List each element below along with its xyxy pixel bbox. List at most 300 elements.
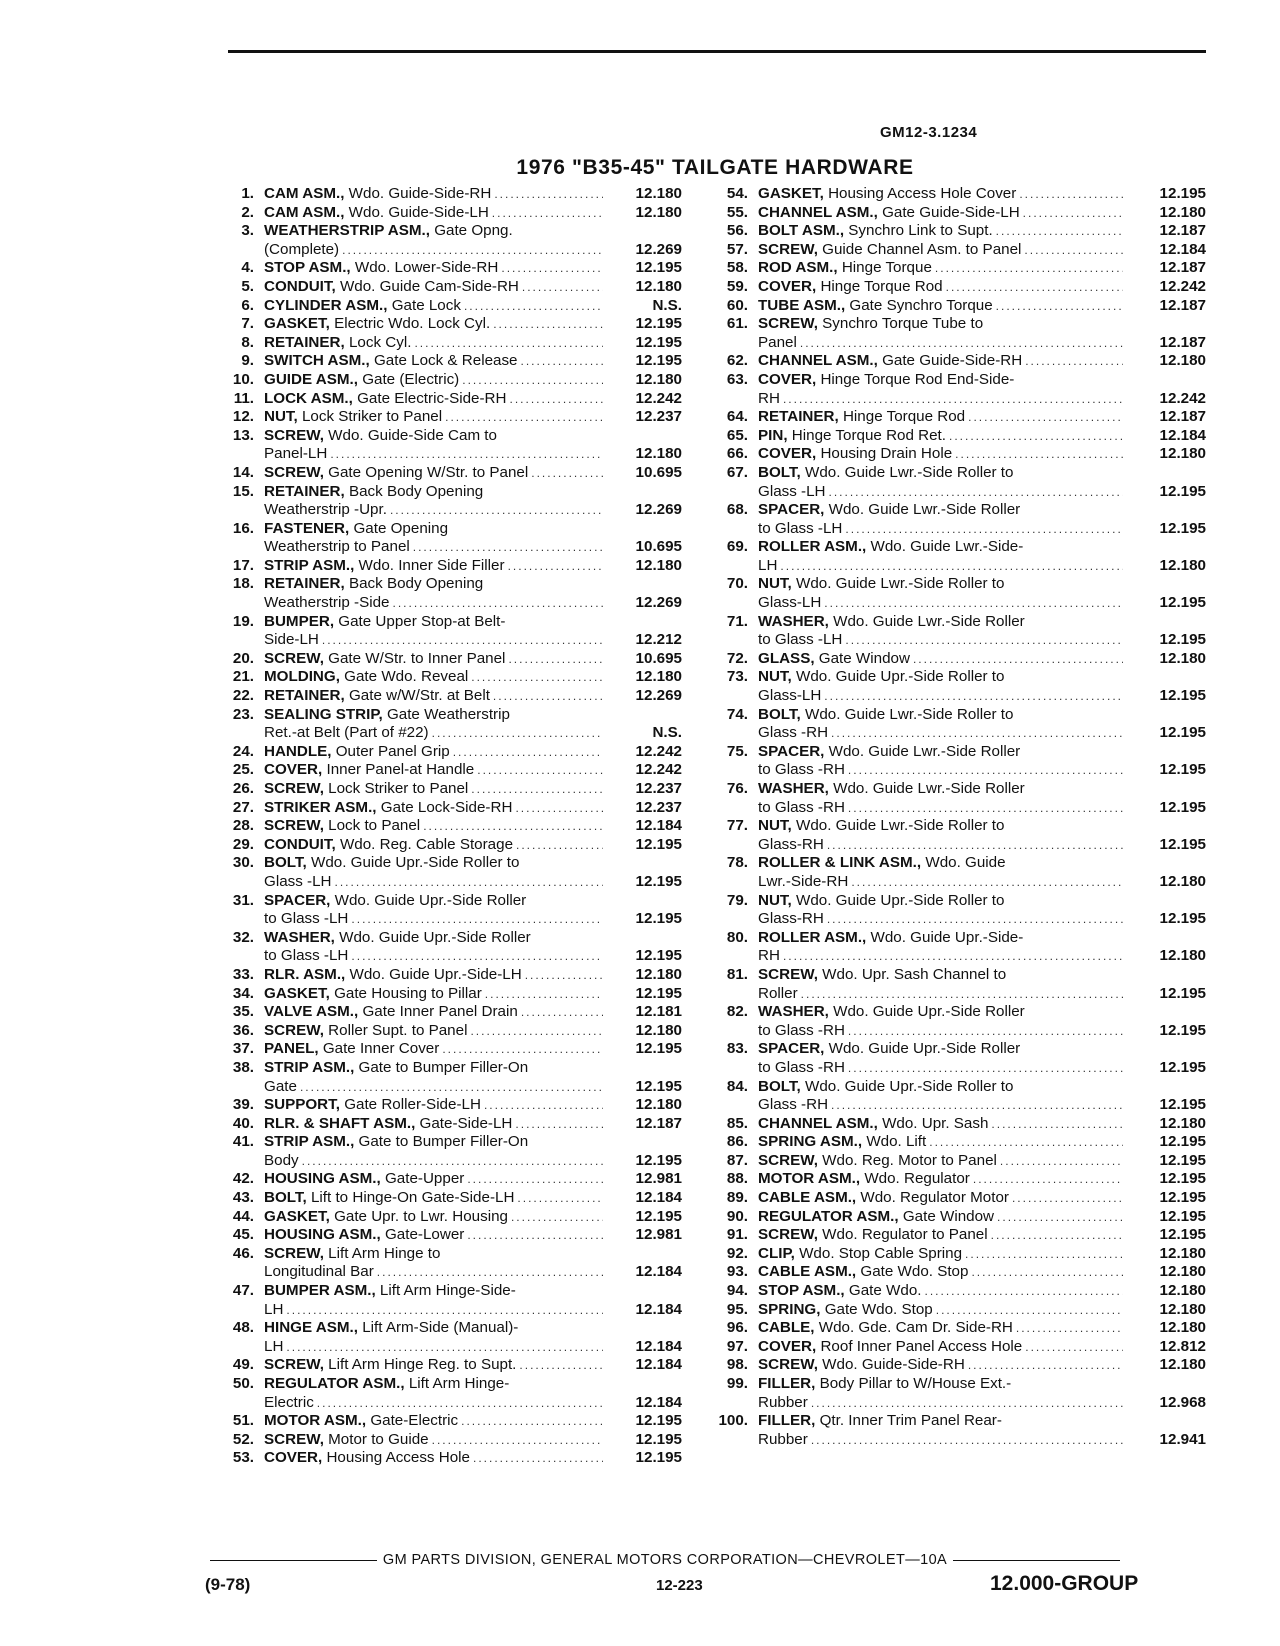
item-description-line [264,892,686,911]
item-description-text [264,445,327,464]
parts-list-item [206,761,686,780]
leader-dots [946,278,1123,297]
leader-dots [827,910,1123,929]
group-reference: 12.195 [635,835,682,853]
item-description-text [758,427,946,446]
item-description [264,222,686,259]
item-description [758,1226,1210,1245]
item-description-line [758,761,1210,780]
part-detail: Glass-RH [758,835,824,853]
item-description [758,204,1210,223]
item-description-text [758,594,821,613]
part-detail: to Glass -RH [758,1021,845,1039]
leader-dots [515,799,603,818]
item-description-text [264,315,490,334]
group-reference: 12.269 [635,240,682,258]
item-number: 81. [726,965,748,983]
item-description-line [758,557,1210,576]
item-description-line [758,185,1210,204]
leader-dots [991,1115,1123,1134]
part-detail: Wdo. Guide-Side-LH [348,203,489,221]
item-description-line [758,799,1210,818]
item-description-text [264,278,519,297]
part-detail: Back Body Opening [348,482,484,500]
item-description-text [264,1449,470,1468]
parts-list-item [700,650,1210,669]
document-number: GM12-3.1234 [880,124,978,141]
item-description [758,1301,1210,1320]
part-detail: Wdo. Guide Upr.-Side- [870,928,1024,946]
leader-dots [997,1208,1123,1227]
item-number: 64. [726,408,748,426]
group-reference: 12.212 [635,631,682,649]
part-detail: Gate Electric-Side-RH [357,389,507,407]
item-description [264,761,686,780]
part-name: RETAINER, [264,687,345,705]
group-reference: 12.195 [635,872,682,890]
item-description [264,1412,686,1431]
part-detail: Wdo. Lift [866,1133,927,1151]
group-reference: 12.180 [1159,203,1206,221]
group-reference: 12.195 [1159,1133,1206,1151]
group-reference: 12.184 [635,1337,682,1355]
item-description-line [264,1226,686,1245]
item-description [758,1003,1210,1040]
item-number: 79. [726,891,748,909]
group-reference: 12.195 [1159,910,1206,928]
parts-list-item [700,501,1210,538]
item-description-text [758,650,910,669]
leader-dots [471,780,603,799]
parts-list-item [700,427,1210,446]
item-description-line [758,204,1210,223]
item-description-line [264,1412,686,1431]
part-name: COVER, [264,1449,323,1467]
part-detail: Wdo. Guide Lwr.-Side Roller [828,742,1021,760]
item-description-line [264,1431,686,1450]
part-detail: Gate Wdo. Stop [824,1300,933,1318]
group-reference: 12.237 [635,780,682,797]
item-description-text [264,1115,512,1134]
item-description [264,483,686,520]
group-reference: 12.195 [1159,687,1206,705]
parts-list-item [700,1078,1210,1115]
item-description-line [758,985,1210,1004]
part-detail: Wdo. Upr. Sash Channel to [822,965,1007,983]
part-name: NUT, [758,668,792,686]
part-detail: Gate Synchro Torque [849,296,993,314]
parts-list-item [206,799,686,818]
item-number: 94. [726,1282,748,1300]
parts-list-item [206,743,686,762]
group-reference: 12.180 [1159,1300,1206,1318]
item-description-text [758,575,1004,594]
leader-dots [432,1431,603,1450]
group-reference: 12.941 [1159,1430,1206,1448]
item-number: 84. [726,1077,748,1095]
item-description-text [758,1412,1002,1431]
group-reference: 12.195 [635,1151,682,1169]
item-description-text [758,1356,965,1375]
part-name: NUT, [758,891,792,909]
group-reference: 12.269 [635,594,682,612]
part-name: PANEL, [264,1040,319,1058]
item-description-text [758,315,983,334]
part-detail: Wdo. Guide Upr.-Side Roller to [310,854,520,872]
item-number: 26. [232,780,254,797]
part-name: STOP ASM., [758,1282,845,1300]
item-description [758,1078,1210,1115]
parts-list-item [206,1115,686,1134]
leader-dots [929,1133,1123,1152]
part-detail: Hinge Torque Rod [842,408,966,426]
item-number: 95. [726,1300,748,1318]
item-description-text [264,297,461,316]
item-description-text [758,1282,921,1301]
leader-dots [393,594,604,613]
part-detail: Wdo. Upr. Sash [882,1114,989,1132]
item-description [758,1319,1210,1338]
leader-dots [824,594,1123,613]
part-name: REGULATOR ASM., [758,1207,899,1225]
item-description-text [264,743,450,762]
leader-dots [432,724,603,743]
parts-list-item [206,613,686,650]
item-description-line [264,724,686,743]
part-name: BOLT, [264,854,307,872]
part-name: SCREW, [758,315,818,333]
item-number: 46. [232,1244,254,1262]
item-description-text [758,1301,933,1320]
item-number: 7. [241,315,254,333]
group-reference: 12.187 [635,1114,682,1132]
item-description-text [264,817,420,836]
item-description-line [264,1003,686,1022]
item-description-line [264,520,686,539]
part-detail: to Glass -RH [758,1058,845,1076]
item-number: 44. [232,1207,254,1225]
item-description-line [758,1189,1210,1208]
group-reference: 12.195 [635,1449,682,1467]
item-description [758,1189,1210,1208]
leader-dots [965,1245,1123,1264]
item-description-text [758,185,1016,204]
part-name: STRIP ASM., [264,556,355,574]
item-description [758,575,1210,612]
item-description-line [758,371,1210,390]
item-description-line [758,315,1210,334]
item-description-text [264,1356,516,1375]
item-description-text [758,1040,1020,1059]
item-number: 3. [241,222,254,240]
item-description [264,520,686,557]
part-name: BOLT, [264,1189,307,1207]
item-number: 20. [232,649,254,667]
item-number: 41. [232,1133,254,1151]
part-detail: Wdo. Guide Lwr.-Side Roller to [804,463,1014,481]
item-description-text [758,222,993,241]
item-number: 35. [232,1003,254,1021]
item-description-line [758,352,1210,371]
group-reference: 12.237 [635,408,682,426]
item-description-line [758,1133,1210,1152]
item-number: 52. [232,1430,254,1448]
part-detail: Gate-Upper [384,1170,465,1188]
leader-dots [467,1226,603,1245]
item-description [264,668,686,687]
parts-list-item [700,1245,1210,1264]
parts-list-item [700,817,1210,854]
item-description-line [758,1412,1210,1431]
item-description-text [264,594,390,613]
item-description [758,1170,1210,1189]
leader-dots [936,1301,1123,1320]
item-description-text [758,780,1025,799]
item-number: 29. [232,835,254,853]
group-reference: 12.180 [1159,556,1206,574]
part-detail: Panel-LH [264,445,328,463]
group-reference: 12.195 [1159,1021,1206,1039]
part-name: RLR. ASM., [264,965,346,983]
item-description [264,1170,686,1189]
parts-list-item [700,780,1210,817]
item-description-line [264,445,686,464]
part-detail: Weatherstrip -Upr. [264,501,387,519]
group-reference: 12.184 [635,1263,682,1281]
part-name: LOCK ASM., [264,389,353,407]
item-number: 2. [241,203,254,221]
item-number: 90. [726,1207,748,1225]
item-number: 66. [726,445,748,463]
leader-dots [913,650,1123,669]
item-number: 93. [726,1263,748,1281]
item-description-line [264,204,686,223]
part-detail: to Glass -RH [758,798,845,816]
item-number: 33. [232,965,254,983]
item-description-line [264,966,686,985]
leader-dots [519,1356,603,1375]
part-name: SCREW, [758,1151,818,1169]
item-description-line [758,1356,1210,1375]
item-description-text [758,464,1013,483]
part-detail: Rubber [758,1430,808,1448]
item-description [264,780,686,799]
leader-dots [848,1059,1123,1078]
parts-list-item [206,427,686,464]
parts-list-item [700,464,1210,501]
item-number: 15. [232,482,254,500]
part-detail: Wdo. Guide Lwr.-Side Roller [828,501,1021,519]
parts-list-item [206,1189,686,1208]
item-description [264,1226,686,1245]
item-description-text [758,1375,1011,1394]
group-reference: 12.195 [635,352,682,370]
item-number: 73. [726,668,748,686]
group-reference: 12.195 [1159,185,1206,202]
item-description [264,985,686,1004]
part-name: SCREW, [264,649,324,667]
item-description [758,650,1210,669]
parts-list-item [206,780,686,799]
parts-list-item [206,1040,686,1059]
item-description-line [264,1263,686,1282]
leader-dots [453,743,603,762]
leader-dots [1019,185,1123,204]
leader-dots [494,185,603,204]
item-description-text [758,204,1020,223]
item-description-line [264,1319,686,1338]
part-name: ROLLER ASM., [758,538,867,556]
item-description [264,315,686,334]
part-name: MOLDING, [264,668,340,686]
item-number: 34. [232,984,254,1002]
item-description [758,1412,1210,1449]
part-name: CYLINDER ASM., [264,296,388,314]
part-detail: Wdo. Guide [925,854,1006,872]
item-number: 83. [726,1040,748,1058]
item-description-line [264,687,686,706]
group-reference: 12.195 [635,333,682,351]
leader-dots [783,947,1123,966]
parts-list-item [700,297,1210,316]
item-description-text [758,371,1014,390]
part-detail: Gate Wdo. Stop [860,1263,969,1281]
part-name: MOTOR ASM., [758,1170,861,1188]
part-detail: LH [264,1337,284,1355]
part-name: SUPPORT, [264,1096,340,1114]
item-number: 78. [726,854,748,872]
leader-dots [1025,352,1123,371]
part-detail: Gate Lock-Side-RH [380,798,513,816]
item-description [758,1356,1210,1375]
top-rule [228,50,1206,53]
item-number: 55. [726,203,748,221]
group-reference: 12.180 [635,203,682,221]
parts-list-item [700,1115,1210,1134]
item-description-line [264,241,686,260]
item-description-line [758,278,1210,297]
group-reference: 12.195 [1159,984,1206,1002]
parts-list-item [206,1059,686,1096]
item-description-line [264,1133,686,1152]
item-description [758,538,1210,575]
leader-dots [445,408,603,427]
item-description-text [264,910,348,929]
item-number: 97. [726,1337,748,1355]
leader-dots [485,985,603,1004]
part-detail: Side-LH [264,631,319,649]
item-description [264,836,686,855]
item-description-text [264,352,518,371]
leader-dots [330,445,603,464]
parts-list-item [700,1301,1210,1320]
parts-list-item [206,817,686,836]
part-name: SPRING, [758,1300,821,1318]
part-detail: Gate to Bumper Filler-On [358,1058,529,1076]
parts-list-item [700,706,1210,743]
part-detail: Back Body Opening [348,575,484,593]
item-description-line [264,575,686,594]
item-description-line [264,538,686,557]
item-number: 99. [726,1375,748,1392]
item-description [264,687,686,706]
item-description-text [264,1096,481,1115]
item-description-text [264,1133,528,1152]
item-description [758,445,1210,464]
parts-list-item [206,1003,686,1022]
item-description-text [264,222,513,241]
part-name: NUT, [758,817,792,835]
part-name: RLR. & SHAFT ASM., [264,1114,416,1132]
item-description-text [264,1338,283,1357]
item-description-line [264,743,686,762]
parts-list-item [700,1226,1210,1245]
revision-date: (9-78) [205,1575,251,1594]
leader-dots [848,799,1123,818]
part-detail: LH [758,556,778,574]
part-name: GLASS, [758,649,815,667]
part-detail: Gate Opening W/Str. to Panel [328,463,529,481]
item-description-text [264,557,505,576]
item-description-text [758,817,1004,836]
item-number: 86. [726,1133,748,1151]
parts-list-item [206,1245,686,1282]
item-description-text [758,483,826,502]
parts-list-item [206,278,686,297]
item-description [264,1096,686,1115]
item-description-line [264,668,686,687]
item-description-text [264,1208,508,1227]
parts-list-item [206,687,686,706]
item-number: 61. [726,315,748,333]
part-name: GASKET, [758,185,824,202]
item-description-line [264,631,686,650]
part-detail: to Glass -LH [758,519,843,537]
part-detail: Hinge Torque Rod Ret. [791,426,946,444]
part-detail: Gate-Electric [370,1412,459,1430]
item-number: 87. [726,1151,748,1169]
part-detail: Gate Housing to Pillar [334,984,482,1002]
item-description [264,892,686,929]
item-description [758,1263,1210,1282]
item-description-text [758,966,1006,985]
parts-list-item [700,185,1210,204]
part-detail: Wdo. Regulator Motor [860,1189,1009,1207]
item-description-line [758,483,1210,502]
item-description-line [264,464,686,483]
part-detail: Hinge Torque Rod End-Side- [820,370,1015,388]
item-number: 100. [718,1412,748,1430]
part-detail: Body Pillar to W/House Ext.- [819,1375,1012,1392]
group-reference: 12.184 [1159,240,1206,258]
item-description-line [758,1319,1210,1338]
part-name: CAM ASM., [264,203,345,221]
item-number: 32. [232,928,254,946]
parts-list-item [206,1319,686,1356]
part-name: CABLE ASM., [758,1263,857,1281]
part-name: SCREW, [758,965,818,983]
item-description-text [264,1152,299,1171]
item-description [264,929,686,966]
item-description-text [758,1319,1013,1338]
item-description-line [758,1245,1210,1264]
item-description [264,706,686,743]
item-number: 58. [726,259,748,277]
item-description-text [758,892,1004,911]
parts-list-item [700,1412,1210,1449]
leader-dots [848,1022,1123,1041]
item-number: 25. [232,761,254,779]
